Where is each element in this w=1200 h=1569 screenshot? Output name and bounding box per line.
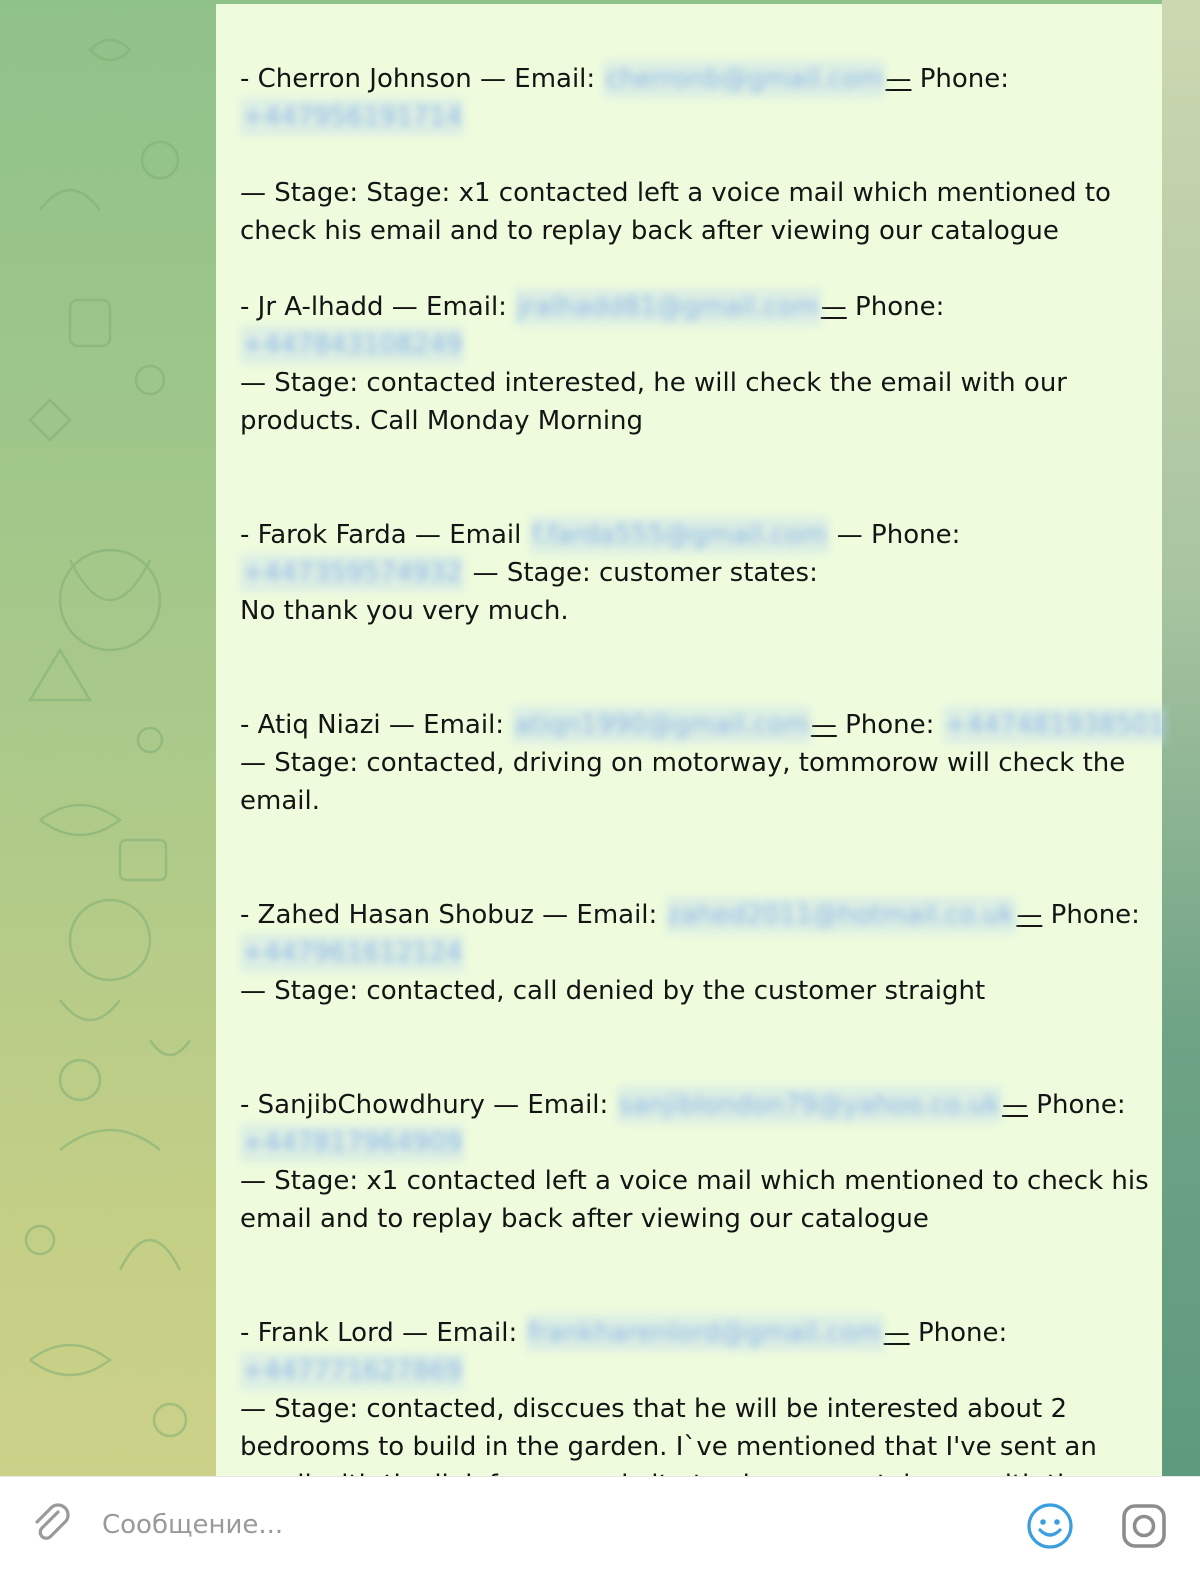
- email-link[interactable]: sanjiblondon79@yahoo.co.uk: [617, 1086, 1002, 1124]
- stage-line: bedrooms to build in the garden. I`ve mentioned that I've sent an: [240, 1432, 1097, 1462]
- phone-label: Phone:: [1036, 1090, 1126, 1120]
- message-bubble[interactable]: [216, 4, 1165, 1476]
- message-text: [240, 60, 1165, 1504]
- separator: —: [1002, 1090, 1029, 1120]
- stage-line: email and to replay back after viewing our catalogue: [240, 1204, 929, 1234]
- smile-icon[interactable]: [1024, 1500, 1076, 1552]
- window-edge-strip: [1162, 0, 1200, 1476]
- lead-name: - Zahed Hasan Shobuz — Email:: [240, 900, 666, 930]
- separator: —: [820, 292, 847, 322]
- phone-link[interactable]: +447359574932: [240, 554, 464, 592]
- email-link[interactable]: zahed2011@hotmail.co.uk: [666, 896, 1017, 934]
- phone-label: Phone:: [845, 710, 935, 740]
- phone-link[interactable]: +447956191714: [240, 98, 464, 136]
- phone-label: Phone:: [855, 292, 945, 322]
- paperclip-icon[interactable]: [28, 1500, 74, 1546]
- lead-header: [240, 706, 1165, 744]
- lead-header: [240, 60, 1140, 98]
- lead-header: [240, 1314, 1140, 1352]
- email-link[interactable]: atiqn1990@gmail.com: [512, 706, 811, 744]
- lead-header: [240, 1086, 1140, 1124]
- stage-line: — Stage: contacted, driving on motorway, tommorow will check the: [240, 748, 1126, 778]
- lead-name: - Cherron Johnson — Email:: [240, 64, 604, 94]
- stage-line: products. Call Monday Morning: [240, 406, 644, 436]
- phone-label: Phone:: [917, 1318, 1008, 1348]
- stage-line: — Stage: contacted interested, he will check the email with our: [240, 368, 1067, 398]
- instagram-camera-icon[interactable]: [1118, 1500, 1170, 1552]
- email-link[interactable]: f.farda555@gmail.com: [530, 516, 829, 554]
- stage-line: — Stage: Stage: x1 contacted left a voice mail which mentioned to: [240, 178, 1111, 208]
- email-link[interactable]: cherronb@gmail.com: [603, 60, 885, 98]
- phone-link[interactable]: +447481938501: [943, 706, 1167, 744]
- lead-name: - SanjibChowdhury — Email:: [240, 1090, 617, 1120]
- separator: —: [1016, 900, 1043, 930]
- phone-link[interactable]: +447817964909: [240, 1124, 464, 1162]
- lead-header: [240, 896, 1140, 934]
- phone-label: Phone:: [919, 64, 1010, 94]
- phone-link[interactable]: +447771627869: [240, 1352, 464, 1390]
- separator: —: [810, 710, 837, 740]
- separator: —: [883, 1318, 910, 1348]
- stage-line: check his email and to replay back after viewing our catalogue: [240, 216, 1059, 246]
- message-input[interactable]: [100, 1500, 984, 1550]
- stage-line: — Stage: contacted, call denied by the customer straight: [240, 976, 986, 1006]
- stage-line: — Stage: contacted, disccues that he will be interested about 2: [240, 1394, 1067, 1424]
- lead-name: - Atiq Niazi — Email:: [240, 710, 513, 740]
- lead-name: - Frank Lord — Email:: [240, 1318, 526, 1348]
- stage-line: email.: [240, 786, 320, 816]
- lead-name: - Jr A-lhadd — Email:: [240, 292, 516, 322]
- separator: —: [885, 64, 912, 94]
- phone-link[interactable]: +447961612124: [240, 934, 464, 972]
- lead-header: [240, 516, 1140, 554]
- email-link[interactable]: jralhadd81@gmail.com: [515, 288, 821, 326]
- lead-name: - Farok Farda — Email: [240, 520, 530, 550]
- stage-line: No thank you very much.: [240, 596, 569, 626]
- phone-label: Phone:: [1050, 900, 1140, 930]
- email-link[interactable]: frankharenlord@gmail.com: [526, 1314, 884, 1352]
- phone-label: — Phone:: [836, 520, 961, 550]
- stage-inline: — Stage: customer states:: [472, 558, 818, 588]
- lead-header: [240, 288, 1140, 326]
- phone-link[interactable]: +447843108249: [240, 326, 464, 364]
- stage-line: — Stage: x1 contacted left a voice mail which mentioned to check his: [240, 1166, 1149, 1196]
